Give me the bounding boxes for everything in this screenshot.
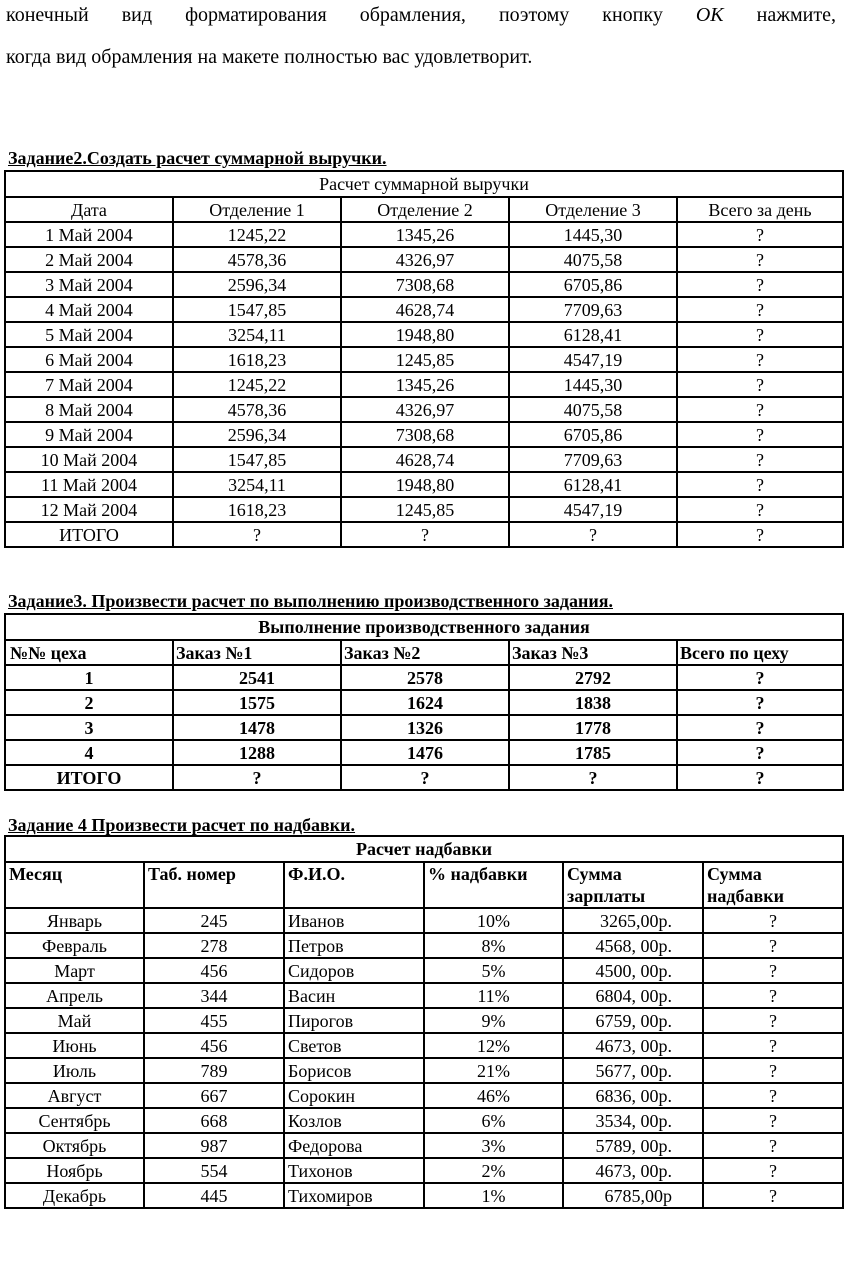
table-cell: 1476 — [341, 740, 509, 765]
table-cell: 4628,74 — [341, 297, 509, 322]
table-cell: 6804, 00р. — [563, 983, 703, 1008]
table-cell: ? — [703, 1008, 843, 1033]
column-header: Сумма зарплаты — [563, 862, 703, 908]
table-row — [5, 1058, 843, 1083]
table-cell: 1245,22 — [173, 372, 341, 397]
table-header — [5, 862, 843, 908]
table-cell: 3 — [5, 715, 173, 740]
table-cell: 21% — [424, 1058, 563, 1083]
table-cell: ? — [677, 522, 843, 547]
table-row — [5, 397, 843, 422]
table-cell: 12% — [424, 1033, 563, 1058]
table-cell: 5 Май 2004 — [5, 322, 173, 347]
table-cell: 3% — [424, 1133, 563, 1158]
table-cell: ? — [509, 522, 677, 547]
table-cell: Светов — [284, 1033, 424, 1058]
table-row — [5, 1158, 843, 1183]
table-cell: ? — [677, 740, 843, 765]
table-cell: Октябрь — [5, 1133, 144, 1158]
table-cell: ? — [509, 765, 677, 790]
intro-line-1 — [6, 4, 836, 27]
table-row — [5, 322, 843, 347]
table-row — [5, 422, 843, 447]
table-cell: ? — [341, 765, 509, 790]
table-cell: 2 Май 2004 — [5, 247, 173, 272]
table-cell: Федорова — [284, 1133, 424, 1158]
table-cell: 8 Май 2004 — [5, 397, 173, 422]
table-row — [5, 690, 843, 715]
intro-text: конечный вид форматирования обрамления, поэтому кнопку — [6, 4, 663, 26]
table-cell: 344 — [144, 983, 284, 1008]
table-cell: 11% — [424, 983, 563, 1008]
table-cell: 1778 — [509, 715, 677, 740]
table-cell: 1785 — [509, 740, 677, 765]
column-header: Месяц — [5, 862, 144, 908]
table-cell: 7 Май 2004 — [5, 372, 173, 397]
table-cell: ? — [677, 422, 843, 447]
table-cell: 2578 — [341, 665, 509, 690]
table-cell: ? — [173, 765, 341, 790]
table-title: Расчет надбавки — [5, 836, 843, 862]
table-row — [5, 1133, 843, 1158]
column-header: Заказ №3 — [509, 640, 677, 665]
table-cell: ? — [677, 447, 843, 472]
task4-heading: Задание 4 Произвести расчет по надбавки. — [8, 815, 356, 835]
table-cell: Март — [5, 958, 144, 983]
ok-text: ОК — [695, 4, 724, 26]
table-cell: 6705,86 — [509, 422, 677, 447]
table-cell: 1345,26 — [341, 372, 509, 397]
table-cell: 46% — [424, 1083, 563, 1108]
table-cell: Иванов — [284, 908, 424, 933]
table-cell: 278 — [144, 933, 284, 958]
table-cell: 667 — [144, 1083, 284, 1108]
table-cell: ? — [677, 372, 843, 397]
table-cell: 1245,85 — [341, 497, 509, 522]
table-row — [5, 222, 843, 247]
table-cell: ? — [677, 222, 843, 247]
table-row — [5, 372, 843, 397]
table-cell: ? — [341, 522, 509, 547]
table-cell: Ноябрь — [5, 1158, 144, 1183]
table-cell: ? — [173, 522, 341, 547]
intro-line-2: когда вид обрамления на макете полностью вас удовлетворит. — [6, 46, 533, 68]
table-cell: 1345,26 — [341, 222, 509, 247]
column-header: Сумма надбавки — [703, 862, 843, 908]
table-cell: Август — [5, 1083, 144, 1108]
task2-heading: Задание2.Создать расчет суммарной выручки. — [8, 148, 387, 168]
table-cell: 4500, 00р. — [563, 958, 703, 983]
table-cell: Петров — [284, 933, 424, 958]
table-cell: 2792 — [509, 665, 677, 690]
table-cell: 4628,74 — [341, 447, 509, 472]
table-row — [5, 908, 843, 933]
table-cell: 1838 — [509, 690, 677, 715]
table-cell: 1% — [424, 1183, 563, 1208]
table-cell: 2541 — [173, 665, 341, 690]
table-cell: 789 — [144, 1058, 284, 1083]
table-row — [5, 715, 843, 740]
table-cell: 1478 — [173, 715, 341, 740]
table-cell: 554 — [144, 1158, 284, 1183]
table-cell: ? — [677, 472, 843, 497]
table-row — [5, 1083, 843, 1108]
table-cell: 10 Май 2004 — [5, 447, 173, 472]
table-cell: 5789, 00р. — [563, 1133, 703, 1158]
table-cell: 3254,11 — [173, 472, 341, 497]
table-cell: 4578,36 — [173, 397, 341, 422]
table-cell: 456 — [144, 1033, 284, 1058]
table-cell: ? — [677, 765, 843, 790]
bonus-table — [4, 835, 844, 1209]
table-cell: Васин — [284, 983, 424, 1008]
column-header: №№ цеха — [5, 640, 173, 665]
table-cell: 9% — [424, 1008, 563, 1033]
table-cell: 6128,41 — [509, 322, 677, 347]
table-cell: 4 — [5, 740, 173, 765]
table-row — [5, 983, 843, 1008]
table-cell: 4578,36 — [173, 247, 341, 272]
table-row — [5, 447, 843, 472]
table-header — [5, 197, 843, 222]
column-header: Заказ №2 — [341, 640, 509, 665]
table-cell: 6705,86 — [509, 272, 677, 297]
table-row — [5, 1033, 843, 1058]
table-cell: Борисов — [284, 1058, 424, 1083]
table-cell: ? — [703, 1158, 843, 1183]
table-cell: 245 — [144, 908, 284, 933]
table-cell: ? — [703, 1033, 843, 1058]
table-cell: ИТОГО — [5, 765, 173, 790]
table-cell: 1245,22 — [173, 222, 341, 247]
table-cell: 11 Май 2004 — [5, 472, 173, 497]
table-cell: ИТОГО — [5, 522, 173, 547]
table-row — [5, 472, 843, 497]
table-cell: 2% — [424, 1158, 563, 1183]
table-cell: 6836, 00р. — [563, 1083, 703, 1108]
table-cell: Июнь — [5, 1033, 144, 1058]
table-row — [5, 347, 843, 372]
intro-text-end: нажмите, — [756, 4, 836, 26]
table-cell: 1624 — [341, 690, 509, 715]
table-cell: Сорокин — [284, 1083, 424, 1108]
table-cell: 3534, 00р. — [563, 1108, 703, 1133]
table-cell: ? — [703, 1083, 843, 1108]
column-header: Всего по цеху — [677, 640, 843, 665]
table-cell: ? — [677, 715, 843, 740]
table-row — [5, 247, 843, 272]
table-cell: 1445,30 — [509, 372, 677, 397]
table-cell: ? — [703, 933, 843, 958]
table-row — [5, 740, 843, 765]
table-cell: 9 Май 2004 — [5, 422, 173, 447]
table-row — [5, 665, 843, 690]
table-cell: 4568, 00р. — [563, 933, 703, 958]
table-cell: ? — [677, 322, 843, 347]
column-header: % надбавки — [424, 862, 563, 908]
table-cell: 1948,80 — [341, 322, 509, 347]
table-cell: ? — [677, 272, 843, 297]
table-cell: 1288 — [173, 740, 341, 765]
table-cell: ? — [703, 1108, 843, 1133]
column-header: Дата — [5, 197, 173, 222]
table-row — [5, 272, 843, 297]
table-cell: 1445,30 — [509, 222, 677, 247]
table-cell: 987 — [144, 1133, 284, 1158]
table-row — [5, 1108, 843, 1133]
task3-heading: Задание3. Произвести расчет по выполнению производственного задания. — [8, 591, 613, 611]
table-cell: 4547,19 — [509, 347, 677, 372]
table-cell: 6785,00р — [563, 1183, 703, 1208]
table-cell: 1547,85 — [173, 297, 341, 322]
table-cell: ? — [677, 690, 843, 715]
table-cell: ? — [677, 247, 843, 272]
table-row — [5, 1008, 843, 1033]
table-cell: 456 — [144, 958, 284, 983]
table-row — [5, 933, 843, 958]
table-cell: Пирогов — [284, 1008, 424, 1033]
table-cell: 4673, 00р. — [563, 1158, 703, 1183]
table-cell: 445 — [144, 1183, 284, 1208]
table-cell: ? — [677, 347, 843, 372]
table-cell: ? — [677, 297, 843, 322]
table-cell: 6128,41 — [509, 472, 677, 497]
table-cell: Январь — [5, 908, 144, 933]
table-cell: 10% — [424, 908, 563, 933]
table-cell: ? — [703, 983, 843, 1008]
column-header: Отделение 3 — [509, 197, 677, 222]
table-row — [5, 297, 843, 322]
table-row — [5, 497, 843, 522]
table-row — [5, 958, 843, 983]
table-cell: 4075,58 — [509, 397, 677, 422]
table-cell: 1618,23 — [173, 347, 341, 372]
table-header — [5, 640, 843, 665]
table-cell: 1575 — [173, 690, 341, 715]
table-cell: 4075,58 — [509, 247, 677, 272]
table-cell: ? — [677, 397, 843, 422]
table-cell: 7308,68 — [341, 422, 509, 447]
column-header: Заказ №1 — [173, 640, 341, 665]
table-cell: 2596,34 — [173, 422, 341, 447]
column-header: Ф.И.О. — [284, 862, 424, 908]
table-cell: 4326,97 — [341, 247, 509, 272]
table-cell: 3265,00р. — [563, 908, 703, 933]
table-cell: 6 Май 2004 — [5, 347, 173, 372]
table-cell: Июль — [5, 1058, 144, 1083]
table-cell: ? — [703, 908, 843, 933]
table-cell: ? — [703, 1133, 843, 1158]
table-cell: 6% — [424, 1108, 563, 1133]
table-cell: 4326,97 — [341, 397, 509, 422]
table-cell: 1 — [5, 665, 173, 690]
table-cell: 1948,80 — [341, 472, 509, 497]
table-row — [5, 1183, 843, 1208]
revenue-table — [4, 170, 844, 548]
table-cell: 7709,63 — [509, 297, 677, 322]
column-header: Всего за день — [677, 197, 843, 222]
column-header: Отделение 1 — [173, 197, 341, 222]
table-cell: 7308,68 — [341, 272, 509, 297]
table-cell: ? — [677, 497, 843, 522]
table-cell: 2 — [5, 690, 173, 715]
table-cell: 4 Май 2004 — [5, 297, 173, 322]
table-cell: 1326 — [341, 715, 509, 740]
table-row — [5, 522, 843, 547]
table-title: Расчет суммарной выручки — [5, 171, 843, 197]
table-cell: ? — [703, 1058, 843, 1083]
table-row — [5, 765, 843, 790]
production-table — [4, 613, 844, 791]
table-cell: 1245,85 — [341, 347, 509, 372]
table-cell: Декабрь — [5, 1183, 144, 1208]
column-header: Отделение 2 — [341, 197, 509, 222]
table-cell: Апрель — [5, 983, 144, 1008]
table-cell: Тихонов — [284, 1158, 424, 1183]
table-cell: Февраль — [5, 933, 144, 958]
table-cell: 3 Май 2004 — [5, 272, 173, 297]
table-cell: 5677, 00р. — [563, 1058, 703, 1083]
table-cell: 6759, 00р. — [563, 1008, 703, 1033]
table-cell: Тихомиров — [284, 1183, 424, 1208]
table-cell: 455 — [144, 1008, 284, 1033]
table-cell: Май — [5, 1008, 144, 1033]
table-cell: ? — [703, 958, 843, 983]
table-cell: 4673, 00р. — [563, 1033, 703, 1058]
table-cell: 7709,63 — [509, 447, 677, 472]
table-cell: Сидоров — [284, 958, 424, 983]
table-cell: 12 Май 2004 — [5, 497, 173, 522]
table-cell: 1547,85 — [173, 447, 341, 472]
table-cell: 8% — [424, 933, 563, 958]
table-cell: 1 Май 2004 — [5, 222, 173, 247]
table-cell: 2596,34 — [173, 272, 341, 297]
table-cell: 4547,19 — [509, 497, 677, 522]
table-cell: ? — [677, 665, 843, 690]
table-cell: Козлов — [284, 1108, 424, 1133]
table-cell: 668 — [144, 1108, 284, 1133]
table-cell: 5% — [424, 958, 563, 983]
column-header: Таб. номер — [144, 862, 284, 908]
table-cell: 1618,23 — [173, 497, 341, 522]
table-cell: 3254,11 — [173, 322, 341, 347]
table-title: Выполнение производственного задания — [5, 614, 843, 640]
table-cell: ? — [703, 1183, 843, 1208]
table-cell: Сентябрь — [5, 1108, 144, 1133]
